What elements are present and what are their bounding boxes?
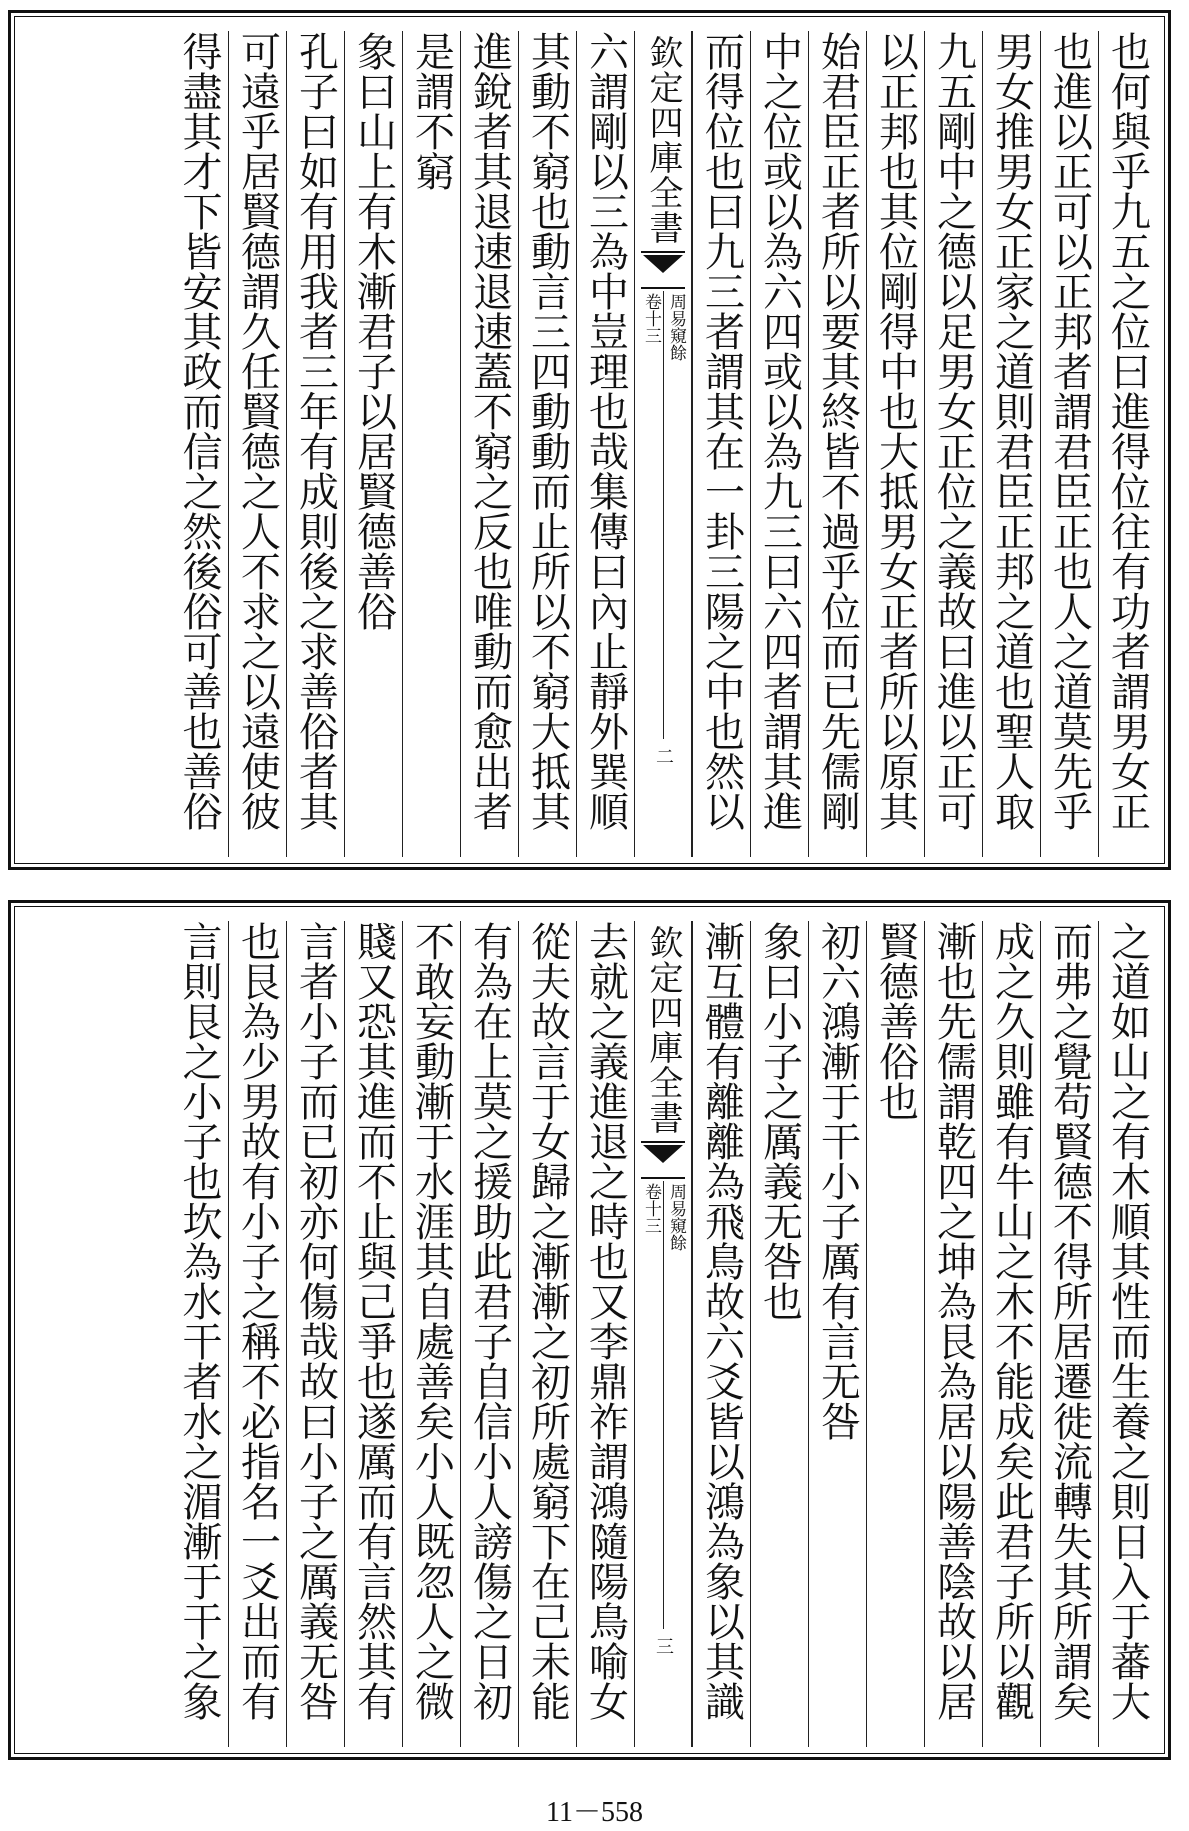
fold-line [663,291,664,739]
volume-title: 周易窺餘 [666,1183,686,1251]
text-column: 象曰山上有木漸君子以居賢德善俗 [344,31,402,857]
text-column: 有為在上莫之援助此君子自信小人謗傷之日初 [460,921,518,1747]
text-column: 賢德善俗也 [866,921,924,1747]
text-column: 而得位也曰九三者謂其在一卦三陽之中也然以 [692,31,750,857]
text-column: 孔子曰如有用我者三年有成則後之求善俗者其 [286,31,344,857]
text-column: 進銳者其退速退速蓋不窮之反也唯動而愈出者 [460,31,518,857]
text-column: 其動不窮也動言三四動動而止所以不窮大抵其 [518,31,576,857]
top-page-columns [23,31,1156,857]
text-column: 是謂不窮 [402,31,460,857]
text-column: 賤又恐其進而不止與己爭也遂厲而有言然其有 [344,921,402,1747]
text-column: 六謂剛以三為中豈理也哉集傳曰內止靜外巽順 [576,31,634,857]
text-column: 九五剛中之德以足男女正位之義故曰進以正可 [924,31,982,857]
text-column: 言者小子而已初亦何傷哉故曰小子之厲義无咎 [286,921,344,1747]
text-column: 中之位或以為六四或以為九三曰六四者謂其進 [750,31,808,857]
text-column: 也進以正可以正邦者謂君臣正也人之道莫先乎 [1040,31,1098,857]
text-column: 象曰小子之厲義无咎也 [750,921,808,1747]
book-title: 欽定四庫全書 [643,925,683,1135]
center-fold [634,31,692,857]
bottom-page-columns [23,921,1156,1747]
text-column: 男女推男女正家之道則君臣正邦之道也聖人取 [982,31,1040,857]
volume-title: 周易窺餘 [666,293,686,361]
text-column: 以正邦也其位剛得中也大抵男女正者所以原其 [866,31,924,857]
text-column: 得盡其才下皆安其政而信之然後俗可善也善俗 [176,31,222,831]
text-column: 從夫故言于女歸之漸漸之初所處窮下在己未能 [518,921,576,1747]
text-column: 去就之義進退之時也又李鼎祚謂鴻隨陽鳥喻女 [576,921,634,1747]
text-column: 言則艮之小子也坎為水干者水之湄漸于干之象 [176,921,222,1721]
text-column: 不敢妄動漸于水涯其自處善矣小人既忽人之微 [402,921,460,1747]
chapter-number: 卷十三 [641,293,661,344]
book-title: 欽定四庫全書 [643,35,683,245]
text-column: 之道如山之有木順其性而生養之則日入于蕃大 [1098,921,1156,1747]
text-column: 始君臣正者所以要其終皆不過乎位而已先儒剛 [808,31,866,857]
top-page [8,10,1171,870]
text-column: 可遠乎居賢德謂久任賢德之人不求之以遠使彼 [228,31,286,857]
text-column: 初六鴻漸于干小子厲有言无咎 [808,921,866,1747]
fish-tail-ornament [641,251,685,289]
text-column: 也艮為少男故有小子之稱不必指名一爻出而有 [228,921,286,1747]
text-column: 漸互體有離離為飛鳥故六爻皆以鴻為象以其識 [692,921,750,1747]
text-column: 也何與乎九五之位曰進得位往有功者謂男女正 [1098,31,1156,857]
chapter-number: 卷十三 [641,1183,661,1234]
fold-line [663,1181,664,1629]
text-column: 成之久則雖有牛山之木不能成矣此君子所以觀 [982,921,1040,1747]
leaf-number: 三 [653,1637,674,1655]
fish-tail-ornament [641,1141,685,1179]
leaf-number: 二 [653,747,674,765]
bottom-page [8,900,1171,1760]
text-column: 而弗之覺苟賢德不得所居遷徙流轉失其所謂矣 [1040,921,1098,1747]
center-fold [634,921,692,1747]
text-column: 漸也先儒謂乾四之坤為艮為居以陽善陰故以居 [924,921,982,1747]
page-number: 11－558 [546,1797,643,1828]
